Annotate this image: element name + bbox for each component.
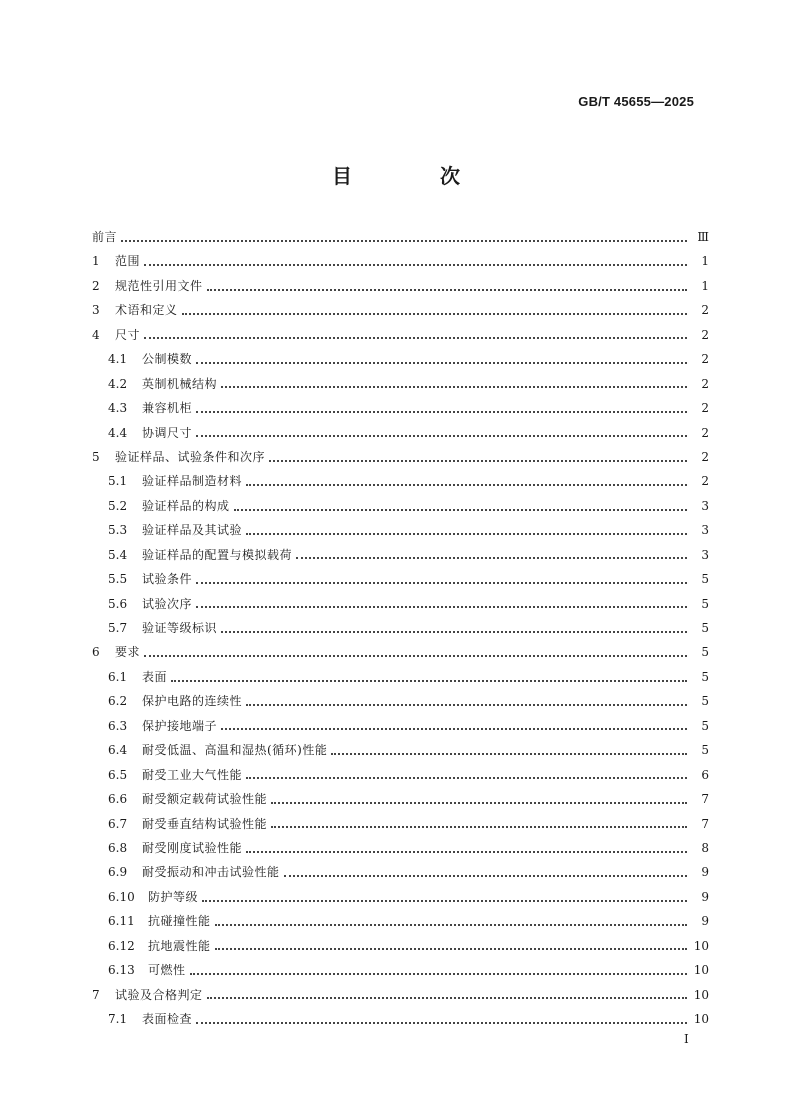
toc-entry-label: 表面: [142, 669, 168, 684]
toc-entry-page: 7: [701, 792, 709, 807]
toc-dot-leader: [221, 630, 687, 633]
toc-entry-number: 4.2: [108, 376, 128, 391]
toc-entry[interactable]: [92, 1007, 709, 1031]
toc-entry-label: 耐受振动和冲击试验性能: [142, 865, 280, 880]
toc-entry-label: 前言: [92, 230, 118, 244]
toc-entry-page: 1: [701, 254, 709, 269]
toc-entry[interactable]: [92, 983, 709, 1007]
toc-entry[interactable]: [92, 812, 709, 836]
toc-entry[interactable]: [92, 372, 709, 396]
toc-entry-number: 5: [92, 449, 100, 464]
toc-entry[interactable]: [92, 616, 709, 640]
toc-entry-number: 5.5: [108, 572, 128, 587]
toc-dot-leader: [221, 727, 687, 730]
toc-entry-label: 耐受刚度试验性能: [142, 840, 243, 855]
toc-entry-page: 3: [701, 547, 709, 562]
toc-entry-label: 范围: [115, 254, 141, 269]
toc-entry[interactable]: [92, 689, 709, 713]
toc-dot-leader: [144, 336, 687, 339]
toc-entry-page: 3: [701, 523, 709, 538]
toc-entry-label: 协调尺寸: [142, 425, 193, 440]
toc-entry[interactable]: [92, 714, 709, 738]
toc-dot-leader: [207, 996, 687, 999]
toc-dot-leader: [196, 1021, 687, 1024]
toc-entry-number: 6.12: [108, 938, 135, 953]
toc-entry[interactable]: [92, 347, 709, 371]
toc-entry[interactable]: [92, 763, 709, 787]
toc-entry-number: 5.3: [108, 523, 128, 538]
toc-dot-leader: [271, 825, 687, 828]
toc-entry-number: 4: [92, 327, 100, 342]
toc-entry-number: 6.6: [108, 792, 128, 807]
toc-entry-label: 耐受垂直结构试验性能: [142, 816, 268, 831]
toc-entry-label: 兼容机柜: [142, 401, 193, 416]
toc-entry-page: 10: [693, 987, 709, 1002]
toc-entry-number: 6.3: [108, 718, 128, 733]
page-folio: Ⅰ: [684, 1032, 689, 1046]
toc-entry-number: 5.1: [108, 474, 128, 489]
toc-entry-number: 4.4: [108, 425, 128, 440]
toc-entry[interactable]: [92, 958, 709, 982]
toc-entry-page: 5: [701, 718, 709, 733]
toc-entry-number: 4.1: [108, 352, 128, 367]
toc-entry-page: 2: [701, 376, 709, 391]
toc-dot-leader: [296, 556, 687, 559]
toc-entry[interactable]: [92, 274, 709, 298]
toc-entry[interactable]: [92, 323, 709, 347]
toc-entry-page: 2: [701, 474, 709, 489]
toc-entry-label: 验证样品、试验条件和次序: [115, 449, 266, 464]
toc-entry[interactable]: [92, 592, 709, 616]
toc-dot-leader: [144, 654, 687, 657]
toc-entry-number: 6: [92, 645, 100, 660]
toc-entry-page: 9: [701, 865, 709, 880]
toc-entry-page: 7: [701, 816, 709, 831]
toc-entry-page: 2: [701, 401, 709, 416]
toc-entry[interactable]: [92, 640, 709, 664]
toc-dot-leader: [221, 385, 687, 388]
standard-code: GB/T 45655—2025: [578, 94, 694, 109]
toc-entry-number: 5.2: [108, 498, 128, 513]
toc-entry-page: 3: [701, 498, 709, 513]
toc-dot-leader: [171, 679, 687, 682]
toc-entry-label: 验证样品的配置与模拟载荷: [142, 547, 293, 562]
toc-entry[interactable]: [92, 934, 709, 958]
toc-entry-page: 5: [701, 645, 709, 660]
toc-entry-label: 英制机械结构: [142, 376, 218, 391]
toc-dot-leader: [196, 361, 687, 364]
toc-entry-label: 验证样品的构成: [142, 498, 230, 513]
toc-dot-leader: [269, 459, 687, 462]
toc-entry[interactable]: [92, 421, 709, 445]
toc-entry-number: 5.4: [108, 547, 128, 562]
toc-entry[interactable]: [92, 445, 709, 469]
toc-entry-page: 2: [701, 425, 709, 440]
toc-entry-page: Ⅲ: [697, 230, 709, 244]
toc-entry-number: 6.11: [108, 914, 135, 929]
toc-entry[interactable]: [92, 543, 709, 567]
toc-entry[interactable]: [92, 494, 709, 518]
toc-entry-page: 2: [701, 327, 709, 342]
toc-entry-label: 要求: [115, 645, 141, 660]
toc-dot-leader: [246, 703, 687, 706]
toc-entry[interactable]: [92, 298, 709, 322]
toc-entry-number: 6.9: [108, 865, 128, 880]
toc-entry-page: 2: [701, 303, 709, 318]
toc-dot-leader: [246, 483, 687, 486]
toc-dot-leader: [246, 850, 687, 853]
toc-entry-label: 保护电路的连续性: [142, 694, 243, 709]
toc-entry-page: 9: [701, 914, 709, 929]
toc-entry-number: 6.7: [108, 816, 128, 831]
toc-entry-label: 试验及合格判定: [115, 987, 203, 1002]
toc-entry-page: 5: [701, 572, 709, 587]
toc-entry-page: 5: [701, 743, 709, 758]
toc-entry[interactable]: [92, 909, 709, 933]
toc-dot-leader: [196, 410, 687, 413]
toc-entry-label: 耐受额定载荷试验性能: [142, 792, 268, 807]
toc-dot-leader: [144, 263, 687, 266]
toc-dot-leader: [215, 923, 687, 926]
toc-entry-label: 可燃性: [148, 963, 186, 978]
toc-entry-label: 耐受工业大气性能: [142, 767, 243, 782]
toc-entry[interactable]: [92, 836, 709, 860]
toc-entry-label: 术语和定义: [115, 303, 178, 318]
toc-entry[interactable]: [92, 249, 709, 273]
toc-entry-label: 防护等级: [148, 889, 199, 904]
toc-entry-label: 公制模数: [142, 352, 193, 367]
toc-dot-leader: [196, 605, 687, 608]
toc-entry[interactable]: [92, 665, 709, 689]
toc-entry[interactable]: [92, 225, 709, 249]
toc-entry-page: 1: [701, 278, 709, 293]
toc-entry-label: 验证等级标识: [142, 621, 218, 635]
toc-entry-number: 3: [92, 303, 100, 318]
toc-dot-leader: [196, 434, 687, 437]
toc-entry[interactable]: [92, 469, 709, 493]
toc-dot-leader: [207, 288, 687, 291]
toc-entry-page: 8: [701, 840, 709, 855]
toc-entry-label: 表面检查: [142, 1012, 193, 1026]
toc-dot-leader: [196, 581, 687, 584]
toc-entry-page: 5: [701, 596, 709, 611]
toc-entry-number: 7: [92, 987, 100, 1002]
toc-entry-page: 5: [701, 669, 709, 684]
table-of-contents: [92, 225, 709, 1031]
toc-entry-label: 尺寸: [115, 327, 141, 342]
toc-entry[interactable]: [92, 567, 709, 591]
toc-dot-leader: [234, 508, 687, 511]
toc-entry-label: 抗碰撞性能: [148, 914, 211, 929]
toc-entry-page: 6: [701, 767, 709, 782]
toc-entry-number: 1: [92, 254, 100, 269]
toc-entry-label: 耐受低温、高温和湿热(循环)性能: [142, 743, 328, 758]
toc-dot-leader: [331, 752, 687, 755]
toc-entry-label: 抗地震性能: [148, 938, 211, 953]
toc-entry-page: 10: [693, 963, 709, 978]
toc-entry-label: 试验条件: [142, 572, 193, 587]
toc-entry[interactable]: [92, 396, 709, 420]
toc-dot-leader: [246, 532, 687, 535]
toc-entry[interactable]: [92, 518, 709, 542]
toc-entry-number: 5.7: [108, 621, 128, 635]
toc-entry[interactable]: [92, 885, 709, 909]
toc-entry-label: 验证样品制造材料: [142, 474, 243, 489]
toc-entry-number: 6.5: [108, 767, 128, 782]
toc-dot-leader: [271, 801, 687, 804]
toc-entry-number: 6.13: [108, 963, 135, 978]
toc-entry-page: 10: [693, 1012, 709, 1026]
toc-entry[interactable]: [92, 787, 709, 811]
toc-title: 目 次: [332, 164, 494, 188]
toc-entry-page: 10: [693, 938, 709, 953]
toc-entry-number: 6.2: [108, 694, 128, 709]
toc-entry-page: 2: [701, 352, 709, 367]
toc-entry-number: 6.8: [108, 840, 128, 855]
toc-entry[interactable]: [92, 738, 709, 762]
toc-entry[interactable]: [92, 860, 709, 884]
toc-entry-label: 规范性引用文件: [115, 278, 203, 293]
toc-entry-page: 5: [701, 621, 709, 635]
toc-dot-leader: [284, 874, 687, 877]
toc-entry-number: 4.3: [108, 401, 128, 416]
toc-dot-leader: [121, 239, 687, 242]
toc-entry-number: 2: [92, 278, 100, 293]
toc-entry-number: 6.4: [108, 743, 128, 758]
toc-entry-label: 保护接地端子: [142, 718, 218, 733]
toc-entry-number: 6.1: [108, 669, 128, 684]
toc-entry-page: 9: [701, 889, 709, 904]
toc-entry-number: 6.10: [108, 889, 135, 904]
toc-dot-leader: [215, 947, 687, 950]
toc-entry-label: 试验次序: [142, 596, 193, 611]
toc-dot-leader: [190, 972, 687, 975]
toc-entry-label: 验证样品及其试验: [142, 523, 243, 538]
toc-dot-leader: [202, 899, 687, 902]
toc-dot-leader: [246, 776, 687, 779]
toc-entry-number: 5.6: [108, 596, 128, 611]
toc-entry-page: 2: [701, 449, 709, 464]
toc-dot-leader: [182, 312, 687, 315]
toc-entry-number: 7.1: [108, 1012, 128, 1026]
toc-entry-page: 5: [701, 694, 709, 709]
